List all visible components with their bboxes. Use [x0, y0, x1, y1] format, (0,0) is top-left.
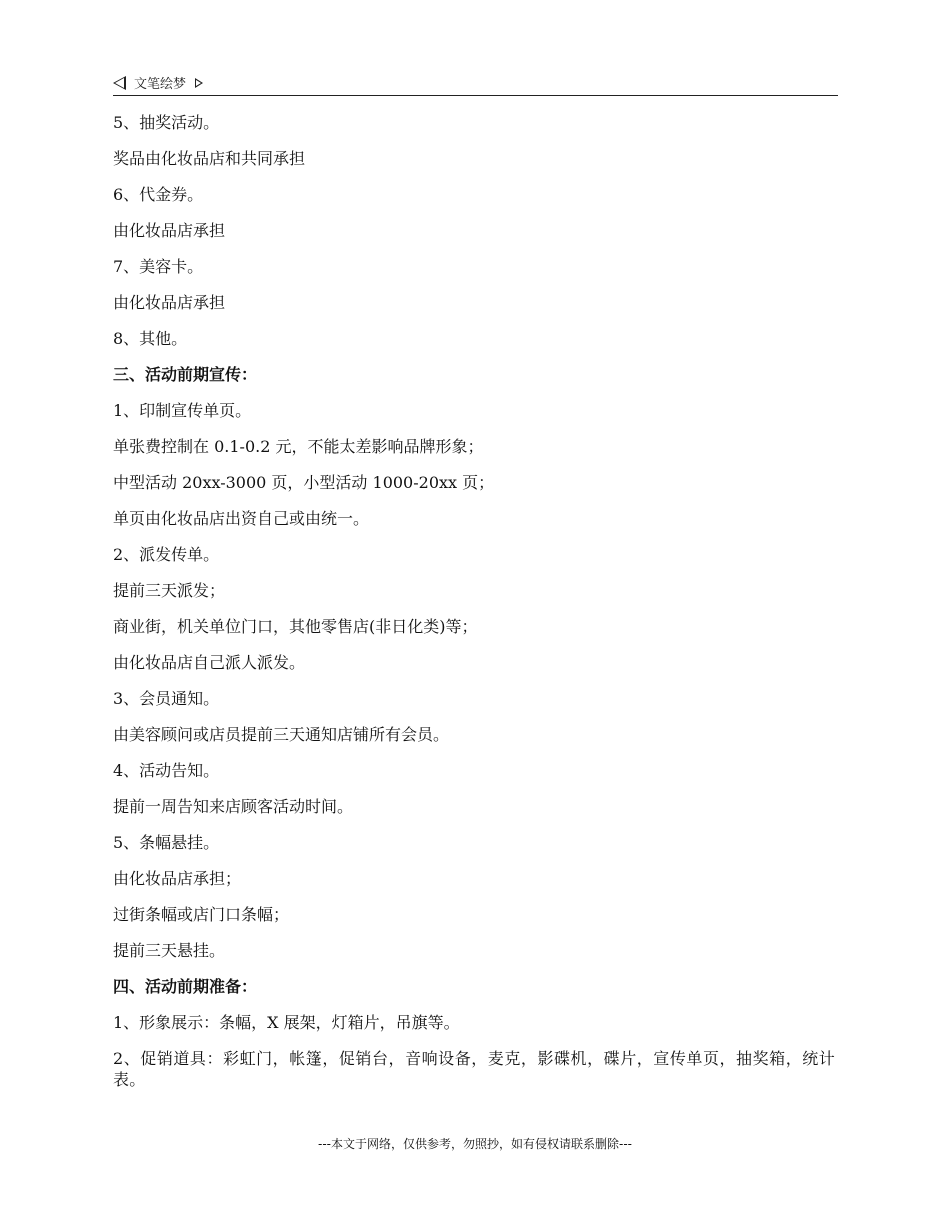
paragraph: 由美容顾问或店员提前三天通知店铺所有会员。: [113, 725, 450, 744]
triangle-left-icon: [113, 76, 126, 90]
triangle-right-icon: [195, 78, 203, 88]
paragraph: 1、形象展示：条幅，X 展架，灯箱片，吊旗等。: [113, 1013, 460, 1032]
paragraph: 7、美容卡。: [113, 257, 204, 276]
paragraph: 商业街，机关单位门口，其他零售店(非日化类)等；: [113, 617, 478, 636]
header-title: 文笔绘梦: [134, 77, 187, 92]
paragraph: 提前三天悬挂。: [113, 941, 226, 960]
paragraph: 5、条幅悬挂。: [113, 833, 220, 852]
paragraph: 6、代金券。: [113, 185, 204, 204]
paragraph: 单页由化妆品店出资自己或由统一。: [113, 509, 370, 528]
paragraph: 奖品由化妆品店和共同承担: [113, 149, 306, 168]
paragraph: 5、抽奖活动。: [113, 113, 220, 132]
paragraph: 由化妆品店承担: [113, 221, 226, 240]
paragraph: 提前三天派发；: [113, 581, 226, 600]
paragraph: 1、印制宣传单页。: [113, 401, 252, 420]
page-footer-disclaimer: ---本文于网络，仅供参考，勿照抄，如有侵权请联系删除---: [318, 1137, 632, 1151]
paragraph: 8、其他。: [113, 329, 188, 348]
paragraph: 由化妆品店自己派人派发。: [113, 653, 306, 672]
paragraph: 过街条幅或店门口条幅；: [113, 905, 290, 924]
paragraph: 由化妆品店承担；: [113, 869, 242, 888]
section-heading: 三、活动前期宣传：: [113, 365, 258, 384]
paragraph: 单张费控制在 0.1-0.2 元，不能太差影响品牌形象；: [113, 437, 484, 456]
paragraph: 4、活动告知。: [113, 761, 220, 780]
section-heading: 四、活动前期准备：: [113, 977, 258, 996]
paragraph: 提前一周告知来店顾客活动时间。: [113, 797, 354, 816]
paragraph: 中型活动 20xx-3000 页，小型活动 1000-20xx 页；: [113, 473, 495, 492]
header-brand: [113, 73, 203, 92]
page-header: [113, 70, 838, 96]
document-body: [113, 112, 835, 1105]
paragraph: 2、派发传单。: [113, 545, 220, 564]
paragraph: 由化妆品店承担: [113, 293, 226, 312]
paragraph: 2、促销道具：彩虹门，帐篷，促销台，音响设备，麦克，影碟机，碟片，宣传单页，抽奖箱，统计表。: [113, 1049, 835, 1089]
paragraph: 3、会员通知。: [113, 689, 220, 708]
